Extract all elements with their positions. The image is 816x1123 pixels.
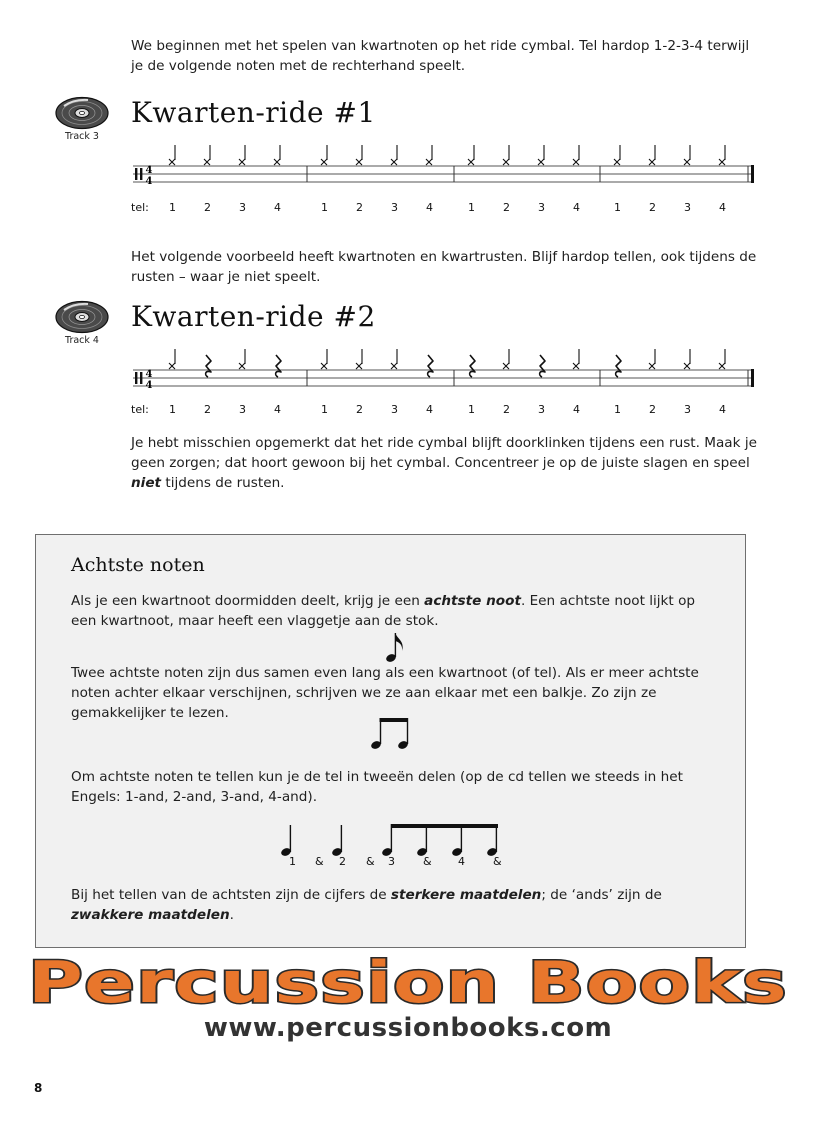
ride-note (321, 145, 327, 165)
final-bar-line (751, 165, 754, 183)
page-number: 8 (34, 1081, 43, 1095)
emphasis-text: achtste noot (424, 593, 521, 609)
text-run: . Een achtste noot lijkt op een kwartnoot, maar heeft een vlaggetje aan de stok. (71, 593, 696, 629)
watermark-url[interactable]: www.percussionbooks.com (203, 1013, 613, 1043)
count-number: 2 (503, 403, 510, 416)
eighth-notes-box (35, 534, 746, 948)
count-number: 1 (169, 201, 176, 214)
count-number: 4 (426, 201, 433, 214)
ride-note (391, 349, 397, 369)
text-run: Twee achtste noten zijn dus samen even lang als een kwartnoot (of tel). Als er meer achtste noten achter elkaar verschijnen, schrijven we ze aan elkaar met een balkje. Zo zijn ze gemakkelijker te lezen. (71, 665, 699, 721)
cd-track-4[interactable] (54, 300, 110, 346)
ride-note (169, 145, 175, 165)
ride-note (356, 145, 362, 165)
count-label: 1 (289, 855, 296, 868)
ride-note (204, 145, 210, 165)
quarter-rest (540, 355, 545, 377)
count-label: 2 (339, 855, 346, 868)
emphasis-text: zwakkere maatdelen (71, 907, 230, 923)
cd-icon (54, 96, 110, 130)
box-paragraph-3 (71, 767, 721, 807)
time-signature-top: 4 (145, 165, 153, 176)
ride-note (649, 145, 655, 165)
count-number: 2 (204, 403, 211, 416)
quarter-rest (616, 355, 621, 377)
text-run: tijdens de rusten. (161, 475, 285, 491)
count-number: 4 (573, 201, 580, 214)
ride-note (573, 349, 579, 369)
text-run: Om achtste noten te tellen kun je de tel in tweeën delen (op de cd tellen we steeds in het Engels: 1-and, 2-and, 3-and, 4-and). (71, 769, 683, 805)
exercise-1-counting (131, 201, 761, 217)
count-number: 1 (614, 403, 621, 416)
intro-paragraph (131, 36, 761, 76)
count-number: 2 (204, 201, 211, 214)
ride-note (468, 145, 474, 165)
count-label: 4 (458, 855, 465, 868)
ride-note (503, 349, 509, 369)
percussion-clef (135, 372, 137, 384)
exercise-1-title: Kwarten-ride #1 (131, 96, 376, 129)
ride-note (614, 145, 620, 165)
ride-note (503, 145, 509, 165)
counting-notes-figure (280, 821, 500, 859)
count-number: 3 (391, 201, 398, 214)
cd-track-3[interactable] (54, 96, 110, 142)
exercise-2-title: Kwarten-ride #2 (131, 300, 376, 333)
ride-note (719, 349, 725, 369)
eighth-note-icon (385, 631, 409, 665)
count-number: 4 (719, 201, 726, 214)
ride-note (391, 145, 397, 165)
count-number: 3 (538, 201, 545, 214)
ride-note (649, 349, 655, 369)
text-run: . (229, 907, 234, 923)
box-title: Achtste noten (71, 554, 205, 576)
ride-note (538, 145, 544, 165)
quarter-rest (276, 355, 281, 377)
final-bar-line (751, 369, 754, 387)
text-run: ; de ‘ands’ zijn de (541, 887, 662, 903)
ride-note (239, 145, 245, 165)
count-number: 3 (239, 403, 246, 416)
ride-note (274, 145, 280, 165)
count-number: 4 (719, 403, 726, 416)
text-run: Bij het tellen van de achtsten zijn de cijfers de (71, 887, 391, 903)
text-run: We beginnen met het spelen van kwartnoten op het ride cymbal. Tel hardop 1-2-3-4 terwijl je de volgende noten met de rechterhand speelt. (131, 38, 750, 74)
count-label: & (493, 855, 502, 868)
rests-paragraph (131, 247, 761, 287)
count-number: 1 (614, 201, 621, 214)
track-label: Track 4 (65, 335, 99, 346)
ride-note (239, 349, 245, 369)
ride-cymbal-paragraph (131, 433, 761, 493)
exercise-2-staff (131, 346, 761, 396)
count-number: 3 (391, 403, 398, 416)
counting-label: tel: (131, 201, 149, 214)
count-number: 2 (356, 403, 363, 416)
count-number: 1 (468, 201, 475, 214)
box-paragraph-4 (71, 885, 721, 925)
percussion-clef (135, 168, 137, 180)
time-signature-bottom: 4 (145, 176, 153, 187)
count-number: 4 (274, 201, 281, 214)
box-paragraph-1 (71, 591, 721, 631)
count-number: 3 (684, 201, 691, 214)
count-number: 4 (274, 403, 281, 416)
text-run: Het volgende voorbeeld heeft kwartnoten en kwartrusten. Blijf hardop tellen, ook tijdens de rusten – waar je niet speelt. (131, 249, 757, 285)
quarter-rest (428, 355, 433, 377)
count-number: 2 (356, 201, 363, 214)
exercise-1-staff (131, 142, 761, 192)
percussion-clef (140, 168, 142, 180)
quarter-rest (206, 355, 211, 377)
ride-note (169, 349, 175, 369)
percussion-clef (140, 372, 142, 384)
beamed-eighth-notes-icon (370, 715, 414, 751)
emphasis-text: sterkere maatdelen (390, 887, 542, 903)
cd-icon (54, 300, 110, 334)
ride-note (356, 349, 362, 369)
count-number: 3 (684, 403, 691, 416)
emphasis-text: niet (131, 475, 162, 491)
text-run: Je hebt misschien opgemerkt dat het ride cymbal blijft doorklinken tijdens een rust. Maak je geen zorgen; dat hoort gewoon bij het cymbal. Concentreer je op de juiste slagen en speel (131, 435, 757, 471)
time-signature-bottom: 4 (145, 380, 153, 391)
time-signature-top: 4 (145, 369, 153, 380)
count-number: 2 (649, 403, 656, 416)
watermark-brand: Percussion Books (28, 952, 788, 1012)
count-number: 2 (503, 201, 510, 214)
ride-note (719, 145, 725, 165)
count-number: 1 (321, 403, 328, 416)
count-number: 4 (426, 403, 433, 416)
text-run: Als je een kwartnoot doormidden deelt, krijg je een (71, 593, 425, 609)
watermark-logo (0, 952, 816, 1012)
ride-note (573, 145, 579, 165)
counting-label: tel: (131, 403, 149, 416)
box-paragraph-2 (71, 663, 721, 723)
count-number: 4 (573, 403, 580, 416)
ride-note (684, 145, 690, 165)
count-number: 2 (649, 201, 656, 214)
count-number: 1 (468, 403, 475, 416)
exercise-2-counting (131, 403, 761, 419)
count-label: & (315, 855, 324, 868)
ride-note (426, 145, 432, 165)
count-label: 3 (388, 855, 395, 868)
count-number: 1 (169, 403, 176, 416)
count-number: 1 (321, 201, 328, 214)
track-label: Track 3 (65, 131, 99, 142)
count-number: 3 (538, 403, 545, 416)
quarter-rest (470, 355, 475, 377)
ride-note (684, 349, 690, 369)
count-label: & (366, 855, 375, 868)
count-label: & (423, 855, 432, 868)
count-number: 3 (239, 201, 246, 214)
ride-note (321, 349, 327, 369)
